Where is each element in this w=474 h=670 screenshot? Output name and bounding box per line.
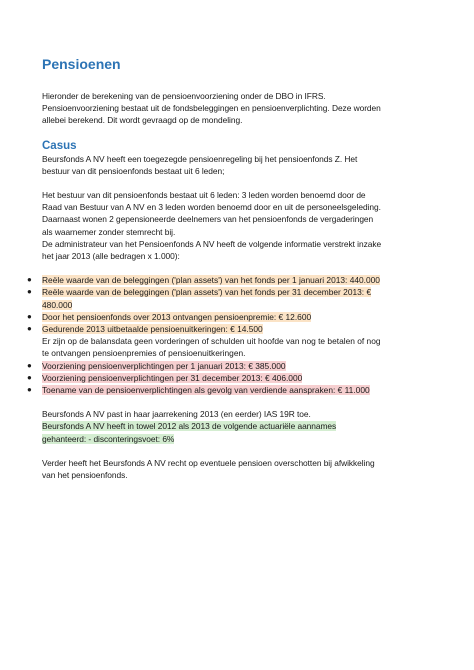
info-list: [27, 274, 434, 396]
casus-paragraph-4: [42, 457, 434, 481]
paragraph-line: Beursfonds A NV past in haar jaarrekening 2013 (en eerder) IAS 19R toe.: [42, 409, 311, 420]
paragraph-line: Daarnaast wonen 2 gepensioneerde deelnemers van het pensioenfonds de vergaderingen: [42, 214, 374, 225]
paragraph-line: [42, 420, 434, 432]
list-item: [27, 311, 434, 323]
paragraph-line: Verder heeft het Beursfonds A NV recht op eventuele pensioen overschotten bij afwikkeling: [42, 457, 375, 468]
list-item-text: Er zijn op de balansdata geen vorderingen of schulden uit hoofde van nog te betalen of nog: [42, 336, 381, 347]
paragraph-line: het jaar 2013 (alle bedragen x 1.000):: [42, 251, 180, 262]
list-item-text: Voorziening pensioenverplichtingen per 31 december 2013: € 406.000: [42, 372, 303, 383]
bullet-icon: ●: [27, 360, 32, 370]
bullet-icon: ●: [27, 372, 32, 382]
list-item: [27, 286, 434, 310]
bullet-icon: ●: [27, 311, 32, 321]
document-content: [27, 56, 434, 481]
paragraph-line: als waarnemer zonder stemrecht bij.: [42, 226, 176, 237]
paragraph-line: bestuur van dit pensioenfonds bestaat uit 6 leden;: [42, 165, 225, 176]
list-item-text: Reële waarde van de beleggingen ('plan assets') van het fonds per 31 december 2013: €: [42, 287, 372, 298]
page-title: Pensioenen: [42, 56, 121, 72]
list-item-text: Toename van de pensioenverplichtingen als gevolg van verdiende aanspraken: € 11.000: [42, 385, 370, 396]
bullet-icon: ●: [27, 324, 32, 334]
intro-line: Hieronder de berekening van de pensioenvoorziening onder de DBO in IFRS.: [42, 91, 326, 101]
list-item: [27, 384, 434, 396]
paragraph-line: Raad van Bestuur van A NV en 3 leden worden benoemd door en uit de personeelsgeleding.: [42, 202, 381, 213]
list-item: [27, 323, 434, 335]
casus-heading: Casus: [42, 139, 77, 152]
list-item: [27, 372, 434, 384]
casus-paragraph-2: [42, 189, 434, 262]
paragraph-line: De administrateur van het Pensioenfonds A NV heeft de volgende informatie verstrekt inzake: [42, 238, 382, 249]
casus-paragraph-3: [42, 408, 434, 445]
list-item-text: te ontvangen pensioenpremies of pensioenuitkeringen.: [42, 348, 246, 359]
bullet-icon: ●: [27, 385, 32, 395]
casus-paragraph-1: [42, 153, 434, 177]
list-item-text: 480.000: [42, 299, 73, 310]
bullet-icon: ●: [27, 287, 32, 297]
highlighted-text: gehanteerd: - disconteringsvoet: 6%: [42, 433, 175, 444]
list-item: [27, 360, 434, 372]
list-item-text: Voorziening pensioenverplichtingen per 1 januari 2013: € 385.000: [42, 360, 286, 371]
paragraph-line: [42, 433, 434, 445]
paragraph-line: Beursfonds A NV heeft een toegezegde pensioenregeling bij het pensioenfonds Z. Het: [42, 153, 358, 164]
intro-line: Pensioenvoorziening bestaat uit de fondsbeleggingen en pensioenverplichting. Deze worden: [42, 103, 381, 114]
list-item-text: Door het pensioenfonds over 2013 ontvangen pensioenpremie: € 12.600: [42, 311, 312, 322]
list-item: [27, 274, 434, 286]
highlighted-text: Beursfonds A NV heeft in towel 2012 als 2013 de volgende actuariële aannames: [42, 421, 337, 432]
intro-line: allebei berekend. Dit wordt gevraagd op de mondeling.: [42, 115, 243, 126]
list-item-text: Reële waarde van de beleggingen ('plan assets') van het fonds per 1 januari 2013: 440.000: [42, 275, 380, 286]
intro-paragraph: [42, 90, 434, 127]
paragraph-line: Het bestuur van dit pensioenfonds bestaat uit 6 leden: 3 leden worden benoemd door de: [42, 190, 366, 201]
paragraph-line: van het pensioenfonds.: [42, 470, 128, 481]
list-item-text: Gedurende 2013 uitbetaalde pensioenuitkeringen: € 14.500: [42, 324, 263, 335]
bullet-icon: ●: [27, 275, 32, 285]
list-item: [42, 335, 434, 359]
